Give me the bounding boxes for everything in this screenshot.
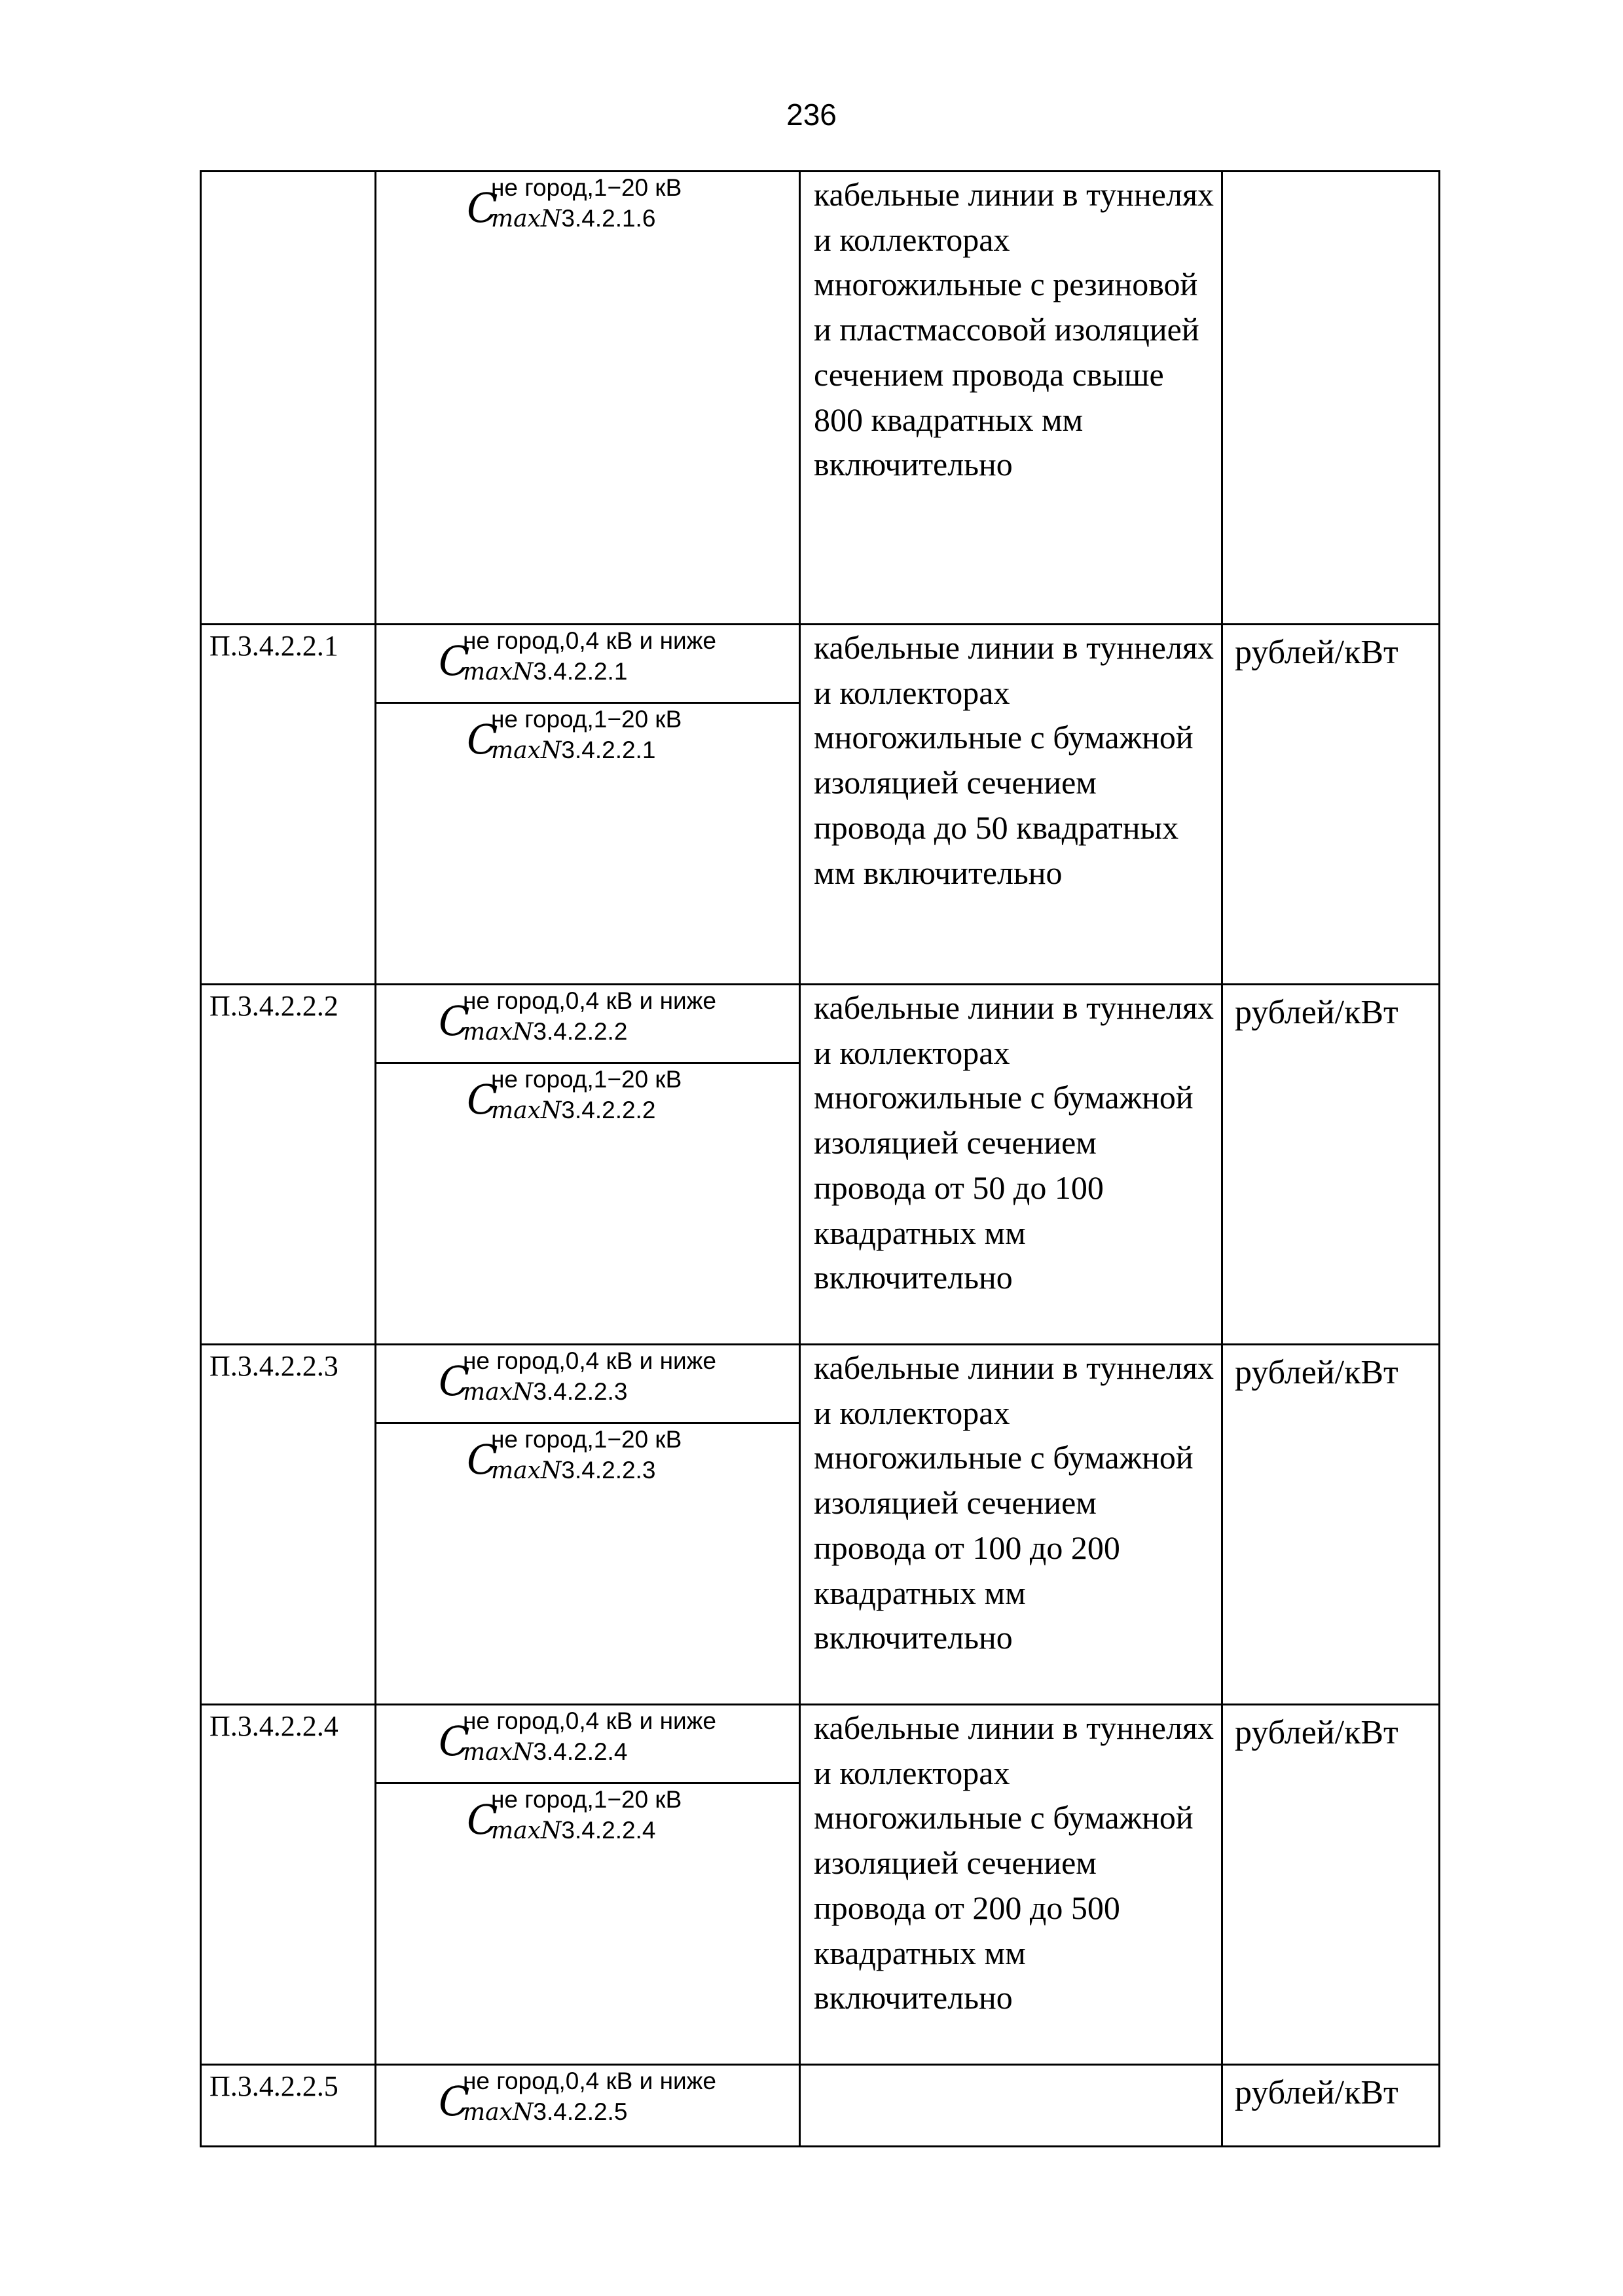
formula [376,1064,799,1129]
formula-subscript [463,2098,627,2126]
formula-cell [376,172,800,625]
item-number: П.3.4.2.2.4 [201,1705,376,2065]
formula-sub-code: 3.4.2.2.2 [561,1097,656,1123]
formula-subscript [491,1457,655,1484]
formula-subscript [491,205,655,232]
table-row [201,1345,1440,1705]
formula-symbol: C [439,997,470,1045]
item-number: П.3.4.2.2.3 [201,1345,376,1705]
formula-sub-code: 3.4.2.2.2 [533,1018,628,1045]
formula [376,2066,799,2131]
formula-sub-variable: maxN [491,737,562,764]
unit-cell [1222,172,1440,625]
formula-sub-variable: maxN [463,659,534,685]
formula-superscript: не город,0,4 кВ и ниже [463,987,717,1014]
unit-cell: рублей/кВт [1222,1705,1440,2065]
formula-symbol: C [439,1717,470,1765]
formula-superscript: не город,0,4 кВ и ниже [463,1707,717,1734]
formula [376,1345,799,1424]
formula-superscript: не город,1−20 кВ [491,706,682,733]
formula-superscript: не город,1−20 кВ [491,1066,682,1093]
formula-superscript: не город,1−20 кВ [491,1786,682,1813]
formula-sub-variable: maxN [463,1739,534,1766]
formula-sub-variable: maxN [463,2099,534,2126]
formula-cell [376,1345,800,1705]
formula-sub-code: 3.4.2.1.6 [561,205,656,232]
formula-sub-variable: maxN [491,1817,562,1844]
item-number: П.3.4.2.2.2 [201,985,376,1345]
formula-cell [376,625,800,985]
formula-sub-variable: maxN [463,1019,534,1046]
formula-subscript [463,658,627,685]
table-row [201,172,1440,625]
item-number: П.3.4.2.2.5 [201,2065,376,2147]
formula [376,1784,799,1850]
formula-sub-variable: maxN [491,1097,562,1124]
formula [376,1705,799,1784]
description-cell: кабельные линии в туннелях и коллекторах многожильные с бумажной изоляцией сечением провода от 50 до 100 квадратных мм включительно [800,985,1222,1345]
unit-cell: рублей/кВт [1222,985,1440,1345]
formula-superscript: не город,0,4 кВ и ниже [463,2068,717,2094]
formula [376,704,799,769]
formula-sub-code: 3.4.2.2.4 [533,1738,628,1765]
formula-subscript [491,1097,655,1124]
page-number: 236 [786,98,837,132]
table-row [201,625,1440,985]
formula-sub-code: 3.4.2.2.1 [561,737,656,763]
formula-symbol: C [467,184,498,232]
formula-sub-variable: maxN [491,206,562,232]
unit-cell: рублей/кВт [1222,2065,1440,2147]
formula-sub-code: 3.4.2.2.3 [561,1457,656,1484]
formula-sub-code: 3.4.2.2.4 [561,1817,656,1844]
formula-symbol: C [439,2077,470,2125]
formula-subscript [463,1738,627,1766]
formula-superscript: не город,0,4 кВ и ниже [463,1347,717,1374]
formula-superscript: не город,1−20 кВ [491,1426,682,1453]
unit-cell: рублей/кВт [1222,1345,1440,1705]
formula [376,985,799,1064]
table-row [201,985,1440,1345]
description-cell: кабельные линии в туннелях и коллекторах многожильные с бумажной изоляцией сечением провода до 50 квадратных мм включительно [800,625,1222,985]
formula-subscript [491,737,655,764]
formula [376,1424,799,1489]
formula-subscript [463,1018,627,1046]
formula-symbol: C [439,637,470,685]
formula-sub-code: 3.4.2.2.1 [533,658,628,685]
formula-sub-variable: maxN [463,1379,534,1406]
formula-sub-code: 3.4.2.2.3 [533,1378,628,1405]
formula-cell [376,985,800,1345]
formula-cell [376,2065,800,2147]
formula-sub-variable: maxN [491,1457,562,1484]
description-cell: кабельные линии в туннелях и коллекторах многожильные с бумажной изоляцией сечением провода от 200 до 500 квадратных мм включительно [800,1705,1222,2065]
formula-cell [376,1705,800,2065]
formula [376,625,799,704]
formula-symbol: C [439,1357,470,1405]
formula-subscript [491,1817,655,1844]
item-number [201,172,376,625]
formula-symbol: C [467,1436,498,1484]
formula [376,172,799,238]
tariff-table [200,170,1440,2147]
formula-symbol: C [467,716,498,763]
formula-sub-code: 3.4.2.2.5 [533,2098,628,2125]
formula-superscript: не город,0,4 кВ и ниже [463,627,717,654]
table-row [201,1705,1440,2065]
description-cell: кабельные линии в туннелях и коллекторах многожильные с резиновой и пластмассовой изоляцией сечением провода свыше 800 квадратных мм включительно [800,172,1222,625]
formula-symbol: C [467,1796,498,1844]
description-cell [800,2065,1222,2147]
formula-symbol: C [467,1076,498,1123]
item-number: П.3.4.2.2.1 [201,625,376,985]
formula-subscript [463,1378,627,1406]
unit-cell: рублей/кВт [1222,625,1440,985]
formula-superscript: не город,1−20 кВ [491,174,682,201]
table-row [201,2065,1440,2147]
description-cell: кабельные линии в туннелях и коллекторах многожильные с бумажной изоляцией сечением провода от 100 до 200 квадратных мм включительно [800,1345,1222,1705]
